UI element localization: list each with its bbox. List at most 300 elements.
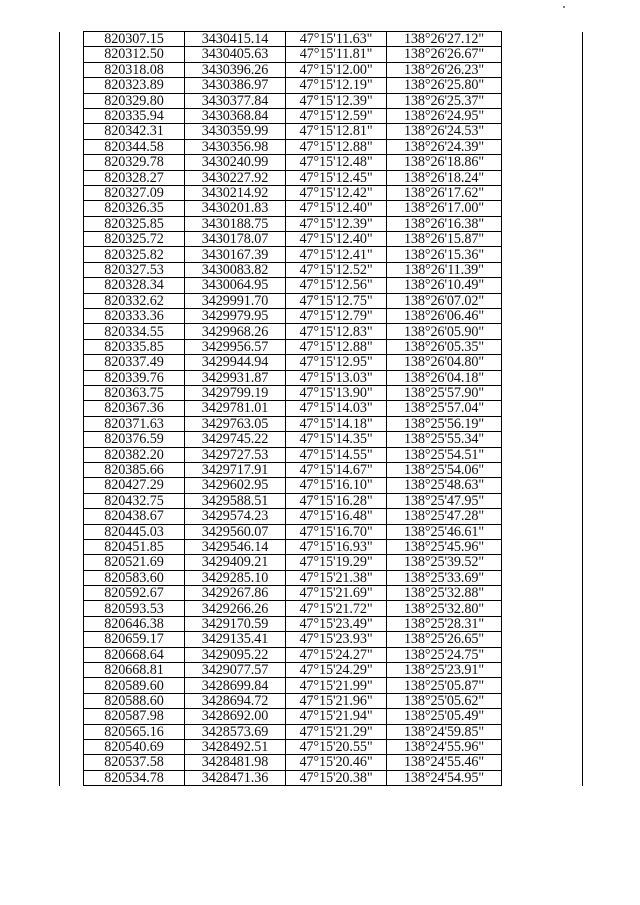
x-coordinate-cell: 820329.78 [84, 155, 185, 170]
blank-trailing-cell [502, 647, 583, 662]
blank-leading-cell [60, 78, 84, 93]
x-coordinate-cell: 820521.69 [84, 555, 185, 570]
blank-trailing-cell [502, 416, 583, 431]
longitude-cell: 138°26'05.90" [387, 324, 502, 339]
x-coordinate-cell: 820587.98 [84, 709, 185, 724]
x-coordinate-cell: 820318.08 [84, 62, 185, 77]
blank-leading-cell [60, 108, 84, 123]
longitude-cell: 138°26'25.37" [387, 93, 502, 108]
y-coordinate-cell: 3430415.14 [185, 32, 286, 47]
y-coordinate-cell: 3428573.69 [185, 724, 286, 739]
blank-trailing-cell [502, 555, 583, 570]
blank-trailing-cell [502, 355, 583, 370]
blank-leading-cell [60, 493, 84, 508]
x-coordinate-cell: 820593.53 [84, 601, 185, 616]
x-coordinate-cell: 820432.75 [84, 493, 185, 508]
table-row [60, 78, 583, 93]
y-coordinate-cell: 3430227.92 [185, 170, 286, 185]
blank-trailing-cell [502, 693, 583, 708]
blank-leading-cell [60, 601, 84, 616]
latitude-cell: 47°15'14.55" [286, 447, 387, 462]
latitude-cell: 47°15'11.81" [286, 47, 387, 62]
blank-leading-cell [60, 370, 84, 385]
blank-trailing-cell [502, 216, 583, 231]
page-dot-mark [563, 6, 565, 8]
blank-trailing-cell [502, 170, 583, 185]
table-row [60, 478, 583, 493]
latitude-cell: 47°15'16.70" [286, 524, 387, 539]
longitude-cell: 138°25'56.19" [387, 416, 502, 431]
blank-trailing-cell [502, 278, 583, 293]
blank-leading-cell [60, 678, 84, 693]
y-coordinate-cell: 3430405.63 [185, 47, 286, 62]
y-coordinate-cell: 3429991.70 [185, 293, 286, 308]
x-coordinate-cell: 820565.16 [84, 724, 185, 739]
x-coordinate-cell: 820537.58 [84, 755, 185, 770]
y-coordinate-cell: 3429727.53 [185, 447, 286, 462]
y-coordinate-cell: 3428692.00 [185, 709, 286, 724]
y-coordinate-cell: 3429409.21 [185, 555, 286, 570]
blank-trailing-cell [502, 339, 583, 354]
y-coordinate-cell: 3429979.95 [185, 309, 286, 324]
longitude-cell: 138°26'16.38" [387, 216, 502, 231]
latitude-cell: 47°15'16.93" [286, 539, 387, 554]
y-coordinate-cell: 3428699.84 [185, 678, 286, 693]
longitude-cell: 138°25'26.65" [387, 632, 502, 647]
latitude-cell: 47°15'21.99" [286, 678, 387, 693]
longitude-cell: 138°26'18.86" [387, 155, 502, 170]
x-coordinate-cell: 820382.20 [84, 447, 185, 462]
blank-trailing-cell [502, 755, 583, 770]
longitude-cell: 138°26'26.67" [387, 47, 502, 62]
latitude-cell: 47°15'12.19" [286, 78, 387, 93]
blank-trailing-cell [502, 447, 583, 462]
table-row [60, 755, 583, 770]
table-row [60, 462, 583, 477]
table-row [60, 724, 583, 739]
table-row [60, 493, 583, 508]
longitude-cell: 138°24'54.95" [387, 770, 502, 785]
y-coordinate-cell: 3428694.72 [185, 693, 286, 708]
table-row [60, 370, 583, 385]
latitude-cell: 47°15'12.79" [286, 309, 387, 324]
latitude-cell: 47°15'12.95" [286, 355, 387, 370]
y-coordinate-cell: 3429170.59 [185, 616, 286, 631]
blank-trailing-cell [502, 601, 583, 616]
x-coordinate-cell: 820376.59 [84, 432, 185, 447]
longitude-cell: 138°26'15.36" [387, 247, 502, 262]
table-row [60, 678, 583, 693]
blank-trailing-cell [502, 678, 583, 693]
blank-leading-cell [60, 524, 84, 539]
blank-leading-cell [60, 447, 84, 462]
blank-trailing-cell [502, 616, 583, 631]
blank-leading-cell [60, 216, 84, 231]
blank-leading-cell [60, 539, 84, 554]
y-coordinate-cell: 3429956.57 [185, 339, 286, 354]
table-row [60, 509, 583, 524]
table-row [60, 216, 583, 231]
blank-leading-cell [60, 124, 84, 139]
latitude-cell: 47°15'14.03" [286, 401, 387, 416]
longitude-cell: 138°25'28.31" [387, 616, 502, 631]
blank-leading-cell [60, 586, 84, 601]
y-coordinate-cell: 3430201.83 [185, 201, 286, 216]
x-coordinate-cell: 820332.62 [84, 293, 185, 308]
latitude-cell: 47°15'12.45" [286, 170, 387, 185]
table-row [60, 247, 583, 262]
longitude-cell: 138°26'05.35" [387, 339, 502, 354]
latitude-cell: 47°15'12.81" [286, 124, 387, 139]
blank-trailing-cell [502, 570, 583, 585]
longitude-cell: 138°26'15.87" [387, 232, 502, 247]
blank-leading-cell [60, 755, 84, 770]
coordinates-table-body [60, 32, 583, 786]
blank-trailing-cell [502, 370, 583, 385]
x-coordinate-cell: 820451.85 [84, 539, 185, 554]
blank-trailing-cell [502, 586, 583, 601]
blank-leading-cell [60, 32, 84, 47]
y-coordinate-cell: 3429763.05 [185, 416, 286, 431]
blank-trailing-cell [502, 462, 583, 477]
latitude-cell: 47°15'21.38" [286, 570, 387, 585]
y-coordinate-cell: 3429588.51 [185, 493, 286, 508]
x-coordinate-cell: 820325.72 [84, 232, 185, 247]
table-row [60, 570, 583, 585]
longitude-cell: 138°25'55.34" [387, 432, 502, 447]
x-coordinate-cell: 820371.63 [84, 416, 185, 431]
longitude-cell: 138°24'55.46" [387, 755, 502, 770]
longitude-cell: 138°25'39.52" [387, 555, 502, 570]
blank-trailing-cell [502, 62, 583, 77]
blank-leading-cell [60, 462, 84, 477]
blank-leading-cell [60, 262, 84, 277]
blank-trailing-cell [502, 309, 583, 324]
x-coordinate-cell: 820445.03 [84, 524, 185, 539]
x-coordinate-cell: 820646.38 [84, 616, 185, 631]
blank-leading-cell [60, 709, 84, 724]
blank-trailing-cell [502, 385, 583, 400]
blank-trailing-cell [502, 139, 583, 154]
blank-leading-cell [60, 555, 84, 570]
x-coordinate-cell: 820335.85 [84, 339, 185, 354]
latitude-cell: 47°15'12.40" [286, 232, 387, 247]
blank-leading-cell [60, 293, 84, 308]
x-coordinate-cell: 820385.66 [84, 462, 185, 477]
latitude-cell: 47°15'12.00" [286, 62, 387, 77]
latitude-cell: 47°15'11.63" [286, 32, 387, 47]
y-coordinate-cell: 3430396.26 [185, 62, 286, 77]
table-row [60, 432, 583, 447]
blank-leading-cell [60, 739, 84, 754]
blank-trailing-cell [502, 47, 583, 62]
longitude-cell: 138°26'06.46" [387, 309, 502, 324]
x-coordinate-cell: 820327.53 [84, 262, 185, 277]
blank-trailing-cell [502, 632, 583, 647]
blank-leading-cell [60, 693, 84, 708]
y-coordinate-cell: 3429717.91 [185, 462, 286, 477]
latitude-cell: 47°15'12.88" [286, 139, 387, 154]
y-coordinate-cell: 3429602.95 [185, 478, 286, 493]
table-row [60, 185, 583, 200]
y-coordinate-cell: 3429267.86 [185, 586, 286, 601]
y-coordinate-cell: 3430386.97 [185, 78, 286, 93]
latitude-cell: 47°15'21.69" [286, 586, 387, 601]
table-row [60, 539, 583, 554]
y-coordinate-cell: 3429745.22 [185, 432, 286, 447]
blank-trailing-cell [502, 524, 583, 539]
blank-trailing-cell [502, 709, 583, 724]
y-coordinate-cell: 3430359.99 [185, 124, 286, 139]
blank-trailing-cell [502, 247, 583, 262]
x-coordinate-cell: 820583.60 [84, 570, 185, 585]
y-coordinate-cell: 3429095.22 [185, 647, 286, 662]
x-coordinate-cell: 820540.69 [84, 739, 185, 754]
table-row [60, 416, 583, 431]
x-coordinate-cell: 820307.15 [84, 32, 185, 47]
latitude-cell: 47°15'21.94" [286, 709, 387, 724]
y-coordinate-cell: 3429574.23 [185, 509, 286, 524]
blank-trailing-cell [502, 293, 583, 308]
x-coordinate-cell: 820592.67 [84, 586, 185, 601]
latitude-cell: 47°15'16.48" [286, 509, 387, 524]
longitude-cell: 138°24'59.85" [387, 724, 502, 739]
latitude-cell: 47°15'12.39" [286, 93, 387, 108]
blank-leading-cell [60, 632, 84, 647]
blank-leading-cell [60, 478, 84, 493]
longitude-cell: 138°25'24.75" [387, 647, 502, 662]
table-row [60, 385, 583, 400]
blank-trailing-cell [502, 124, 583, 139]
x-coordinate-cell: 820363.75 [84, 385, 185, 400]
longitude-cell: 138°26'24.53" [387, 124, 502, 139]
blank-leading-cell [60, 93, 84, 108]
table-row [60, 47, 583, 62]
y-coordinate-cell: 3428492.51 [185, 739, 286, 754]
blank-leading-cell [60, 724, 84, 739]
y-coordinate-cell: 3430368.84 [185, 108, 286, 123]
longitude-cell: 138°25'47.28" [387, 509, 502, 524]
table-row [60, 278, 583, 293]
table-row [60, 155, 583, 170]
x-coordinate-cell: 820438.67 [84, 509, 185, 524]
latitude-cell: 47°15'12.39" [286, 216, 387, 231]
table-row [60, 555, 583, 570]
blank-trailing-cell [502, 432, 583, 447]
table-row [60, 586, 583, 601]
x-coordinate-cell: 820339.76 [84, 370, 185, 385]
table-row [60, 139, 583, 154]
blank-trailing-cell [502, 493, 583, 508]
latitude-cell: 47°15'23.93" [286, 632, 387, 647]
blank-leading-cell [60, 401, 84, 416]
y-coordinate-cell: 3429285.10 [185, 570, 286, 585]
longitude-cell: 138°26'04.18" [387, 370, 502, 385]
y-coordinate-cell: 3428481.98 [185, 755, 286, 770]
blank-trailing-cell [502, 108, 583, 123]
x-coordinate-cell: 820326.35 [84, 201, 185, 216]
coordinates-table [59, 31, 583, 786]
longitude-cell: 138°25'46.61" [387, 524, 502, 539]
table-row [60, 262, 583, 277]
table-row [60, 355, 583, 370]
blank-leading-cell [60, 62, 84, 77]
blank-leading-cell [60, 324, 84, 339]
y-coordinate-cell: 3430064.95 [185, 278, 286, 293]
y-coordinate-cell: 3429781.01 [185, 401, 286, 416]
latitude-cell: 47°15'19.29" [286, 555, 387, 570]
table-row [60, 324, 583, 339]
table-row [60, 339, 583, 354]
table-row [60, 739, 583, 754]
latitude-cell: 47°15'14.67" [286, 462, 387, 477]
blank-trailing-cell [502, 401, 583, 416]
blank-leading-cell [60, 432, 84, 447]
x-coordinate-cell: 820659.17 [84, 632, 185, 647]
blank-trailing-cell [502, 509, 583, 524]
longitude-cell: 138°25'32.80" [387, 601, 502, 616]
table-row [60, 632, 583, 647]
y-coordinate-cell: 3430240.99 [185, 155, 286, 170]
longitude-cell: 138°26'07.02" [387, 293, 502, 308]
x-coordinate-cell: 820337.49 [84, 355, 185, 370]
longitude-cell: 138°26'17.62" [387, 185, 502, 200]
longitude-cell: 138°25'57.90" [387, 385, 502, 400]
blank-trailing-cell [502, 78, 583, 93]
longitude-cell: 138°26'25.80" [387, 78, 502, 93]
y-coordinate-cell: 3429560.07 [185, 524, 286, 539]
blank-leading-cell [60, 416, 84, 431]
blank-trailing-cell [502, 262, 583, 277]
longitude-cell: 138°25'32.88" [387, 586, 502, 601]
x-coordinate-cell: 820329.80 [84, 93, 185, 108]
blank-leading-cell [60, 770, 84, 785]
x-coordinate-cell: 820534.78 [84, 770, 185, 785]
longitude-cell: 138°25'54.06" [387, 462, 502, 477]
x-coordinate-cell: 820427.29 [84, 478, 185, 493]
blank-leading-cell [60, 385, 84, 400]
x-coordinate-cell: 820323.89 [84, 78, 185, 93]
blank-trailing-cell [502, 324, 583, 339]
table-row [60, 447, 583, 462]
blank-trailing-cell [502, 478, 583, 493]
longitude-cell: 138°26'24.39" [387, 139, 502, 154]
longitude-cell: 138°26'27.12" [387, 32, 502, 47]
blank-leading-cell [60, 47, 84, 62]
longitude-cell: 138°26'24.95" [387, 108, 502, 123]
latitude-cell: 47°15'12.52" [286, 262, 387, 277]
y-coordinate-cell: 3429944.94 [185, 355, 286, 370]
latitude-cell: 47°15'23.49" [286, 616, 387, 631]
y-coordinate-cell: 3428471.36 [185, 770, 286, 785]
longitude-cell: 138°26'17.00" [387, 201, 502, 216]
latitude-cell: 47°15'20.46" [286, 755, 387, 770]
x-coordinate-cell: 820589.60 [84, 678, 185, 693]
blank-trailing-cell [502, 739, 583, 754]
longitude-cell: 138°25'23.91" [387, 663, 502, 678]
x-coordinate-cell: 820325.82 [84, 247, 185, 262]
y-coordinate-cell: 3429135.41 [185, 632, 286, 647]
latitude-cell: 47°15'12.83" [286, 324, 387, 339]
table-row [60, 170, 583, 185]
x-coordinate-cell: 820334.55 [84, 324, 185, 339]
blank-trailing-cell [502, 663, 583, 678]
table-row [60, 616, 583, 631]
x-coordinate-cell: 820367.36 [84, 401, 185, 416]
latitude-cell: 47°15'21.72" [286, 601, 387, 616]
latitude-cell: 47°15'13.03" [286, 370, 387, 385]
blank-leading-cell [60, 232, 84, 247]
blank-leading-cell [60, 570, 84, 585]
table-row [60, 232, 583, 247]
blank-leading-cell [60, 509, 84, 524]
y-coordinate-cell: 3430178.07 [185, 232, 286, 247]
table-row [60, 124, 583, 139]
blank-leading-cell [60, 309, 84, 324]
x-coordinate-cell: 820344.58 [84, 139, 185, 154]
table-row [60, 293, 583, 308]
x-coordinate-cell: 820342.31 [84, 124, 185, 139]
y-coordinate-cell: 3429077.57 [185, 663, 286, 678]
blank-leading-cell [60, 616, 84, 631]
longitude-cell: 138°25'54.51" [387, 447, 502, 462]
blank-leading-cell [60, 155, 84, 170]
table-row [60, 647, 583, 662]
x-coordinate-cell: 820328.27 [84, 170, 185, 185]
table-row [60, 709, 583, 724]
longitude-cell: 138°25'45.96" [387, 539, 502, 554]
longitude-cell: 138°26'04.80" [387, 355, 502, 370]
latitude-cell: 47°15'14.35" [286, 432, 387, 447]
longitude-cell: 138°25'05.62" [387, 693, 502, 708]
longitude-cell: 138°25'47.95" [387, 493, 502, 508]
x-coordinate-cell: 820333.36 [84, 309, 185, 324]
latitude-cell: 47°15'12.41" [286, 247, 387, 262]
latitude-cell: 47°15'12.59" [286, 108, 387, 123]
latitude-cell: 47°15'12.88" [286, 339, 387, 354]
blank-trailing-cell [502, 539, 583, 554]
y-coordinate-cell: 3430356.98 [185, 139, 286, 154]
latitude-cell: 47°15'20.38" [286, 770, 387, 785]
longitude-cell: 138°25'57.04" [387, 401, 502, 416]
longitude-cell: 138°25'48.63" [387, 478, 502, 493]
blank-leading-cell [60, 663, 84, 678]
longitude-cell: 138°25'05.49" [387, 709, 502, 724]
x-coordinate-cell: 820312.50 [84, 47, 185, 62]
x-coordinate-cell: 820335.94 [84, 108, 185, 123]
x-coordinate-cell: 820588.60 [84, 693, 185, 708]
table-row [60, 62, 583, 77]
latitude-cell: 47°15'12.56" [286, 278, 387, 293]
blank-leading-cell [60, 201, 84, 216]
x-coordinate-cell: 820668.81 [84, 663, 185, 678]
x-coordinate-cell: 820328.34 [84, 278, 185, 293]
longitude-cell: 138°26'10.49" [387, 278, 502, 293]
latitude-cell: 47°15'16.28" [286, 493, 387, 508]
latitude-cell: 47°15'20.55" [286, 739, 387, 754]
table-row [60, 401, 583, 416]
blank-trailing-cell [502, 155, 583, 170]
y-coordinate-cell: 3430167.39 [185, 247, 286, 262]
blank-trailing-cell [502, 185, 583, 200]
blank-trailing-cell [502, 770, 583, 785]
latitude-cell: 47°15'12.40" [286, 201, 387, 216]
latitude-cell: 47°15'12.48" [286, 155, 387, 170]
latitude-cell: 47°15'24.29" [286, 663, 387, 678]
x-coordinate-cell: 820325.85 [84, 216, 185, 231]
latitude-cell: 47°15'12.42" [286, 185, 387, 200]
table-row [60, 201, 583, 216]
